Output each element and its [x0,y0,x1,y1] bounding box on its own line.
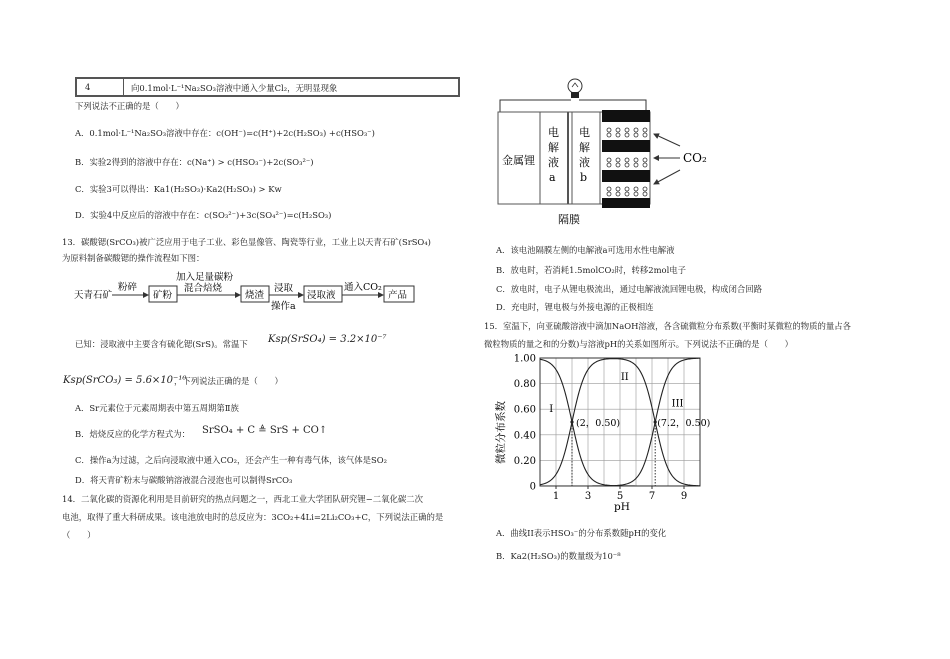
q14-option-b: B．放电时，若消耗1.5molCO₂时，转移2mol电子 [496,265,687,275]
svg-text:电: 电 [548,126,559,139]
electrolyte-b-label [579,125,590,184]
svg-text:产品: 产品 [388,290,408,301]
li-co2-battery-diagram [488,74,718,234]
q12-option-c: C．实验3可以得出：Ka1(H₂SO₃)·Ka2(H₂SO₃) > Kw [75,184,282,194]
x-tick-label: 5 [616,491,624,502]
y-tick-label: 0.40 [513,430,536,442]
flow-arrow2-top: 加入足量碳粉 [176,272,234,283]
q14-option-c: C．放电时，电子从锂电极流出，通过电解液流回锂电极，构成闭合回路 [496,284,763,294]
y-tick-label: 0 [529,481,536,493]
q12-option-b: B．实验2得到的溶液中存在：c(Na⁺) > c(HSO₃⁻)+2c(SO₃²⁻) [75,157,314,167]
svg-text:解: 解 [548,141,559,154]
q15-stem-line1: 15．室温下，向亚硫酸溶液中滴加NaOH溶液，各含硫微粒分布系数(平衡时某微粒的物质的量占各 [484,321,852,331]
y-tick-label: 0.60 [513,404,536,416]
table-cell-content: 向0.1mol·L⁻¹Na₂SO₃溶液中通入少量Cl₂，无明显现象 [131,83,338,93]
experiment-table-row [75,77,460,97]
roasting-equation: SrSO₄ + C ≜ SrS + CO↑ [202,425,328,436]
flow-arrow3-bottom: 操作a [271,301,296,312]
ksp-srso4: Ksp(SrSO₄) = 3.2×10⁻⁷ [268,334,387,345]
q13-stem-line1: 13．碳酸锶(SrCO₃)被广泛应用于电子工业、彩色显像管、陶瓷等行业，工业上以天青石矿(SrSO₄) [62,237,431,247]
electrolyte-a-label [548,125,559,184]
series-label-I: I [549,403,554,415]
q15-stem-line2: 微粒物质的量之和的分数)与溶液pH的关系如图所示。下列说法不正确的是（ ） [484,339,794,349]
flow-arrow1-label: 粉碎 [118,282,138,293]
q12-option-d: D．实验4中反应后的溶液中存在：c(SO₃²⁻)+3c(SO₄²⁻)=c(H₂SO₃) [75,210,332,220]
light-bulb-icon [568,79,582,98]
q14-stem-line2: 电池，取得了重大科研成果。该电池放电时的总反应为：3CO₂+4Li=2Li₂CO₃+C，下列说法正确的是 [62,512,444,522]
q13-option-b: B．焙烧反应的化学方程式为： [75,429,191,439]
svg-text:b: b [580,171,588,184]
membrane-label: 隔膜 [558,213,580,226]
q14-option-a: A．该电池隔膜左侧的电解液a可选用水性电解液 [496,245,675,255]
q13-option-c: C．操作a为过滤，之后向浸取液中通入CO₂，还会产生一种有毒气体，该气体是SO₂ [75,455,387,465]
svg-text:解: 解 [579,141,590,154]
q14-stem-line1: 14．二氧化碳的资源化利用是目前研究的热点问题之一，西北工业大学团队研究锂−二氧化碳二次 [62,494,424,504]
distribution-coefficient-chart [486,352,714,512]
flow-arrow2-bottom: 混合焙烧 [184,283,223,294]
process-flow-diagram [70,268,430,318]
q15-option-b: B．Ka2(H₂SO₃)的数量级为10⁻⁸ [496,551,621,561]
y-tick-label: 0.20 [513,455,536,467]
x-tick-label: 7 [648,491,656,502]
q13-option-d: D．将天青矿粉末与碳酸钠溶液混合浸泡也可以制得SrCO₃ [75,475,293,485]
flow-arrow3-top: 浸取 [274,283,294,294]
q13-question: ，下列说法正确的是（ ） [174,376,283,386]
svg-text:液: 液 [579,156,590,169]
series-label-II: II [620,371,629,383]
x-tick-label: 3 [584,491,592,502]
annotation-point [570,420,573,423]
svg-text:液: 液 [548,156,559,169]
y-tick-label: 1.00 [513,353,536,365]
svg-text:浸取液: 浸取液 [307,290,336,301]
q13-known-prefix: 已知：浸取液中主要含有硫化锶(SrS)。常温下 [75,339,248,349]
svg-text:电: 电 [579,126,590,139]
q12-lead: 下列说法不正确的是（ ） [75,101,184,111]
q13-stem-line2: 为原料制备碳酸锶的操作流程如下图： [62,253,205,263]
annotation-label: (7.2，0.50) [657,418,711,429]
y-tick-label: 0.80 [513,379,536,391]
series-label-III: III [671,398,684,410]
flow-arrow4-label: 通入CO₂ [344,282,382,293]
co2-label: CO₂ [683,151,707,165]
q14-stem-line3: （ ） [62,530,96,540]
ksp-srco3: Ksp(SrCO₃) = 5.6×10⁻¹⁰ [63,375,187,386]
y-axis-label: 微粒分布系数 [495,401,507,464]
svg-text:烧渣: 烧渣 [245,290,265,301]
svg-text:a: a [549,171,556,184]
q14-option-d: D．充电时，锂电极与外接电源的正极相连 [496,302,654,312]
annotation-label: (2，0.50) [576,418,621,429]
svg-text:矿粉: 矿粉 [153,290,173,301]
flow-start-label: 天青石矿 [74,290,113,301]
x-tick-label: 1 [552,491,560,502]
x-tick-label: 9 [680,491,688,502]
porous-cathode [602,110,650,208]
q12-option-a: A．0.1mol·L⁻¹Na₂SO₃溶液中存在：c(OH⁻)=c(H⁺)+2c(H₂SO₃) +c(HSO₃⁻) [75,128,375,138]
x-axis-label: pH [614,501,630,512]
q13-option-a: A．Sr元素位于元素周期表中第五周期第Ⅱ族 [75,403,239,413]
q15-option-a: A．曲线II表示HSO₃⁻的分布系数随pH的变化 [496,528,667,538]
lithium-label: 金属锂 [502,154,535,167]
table-cell-number: 4 [77,79,124,95]
